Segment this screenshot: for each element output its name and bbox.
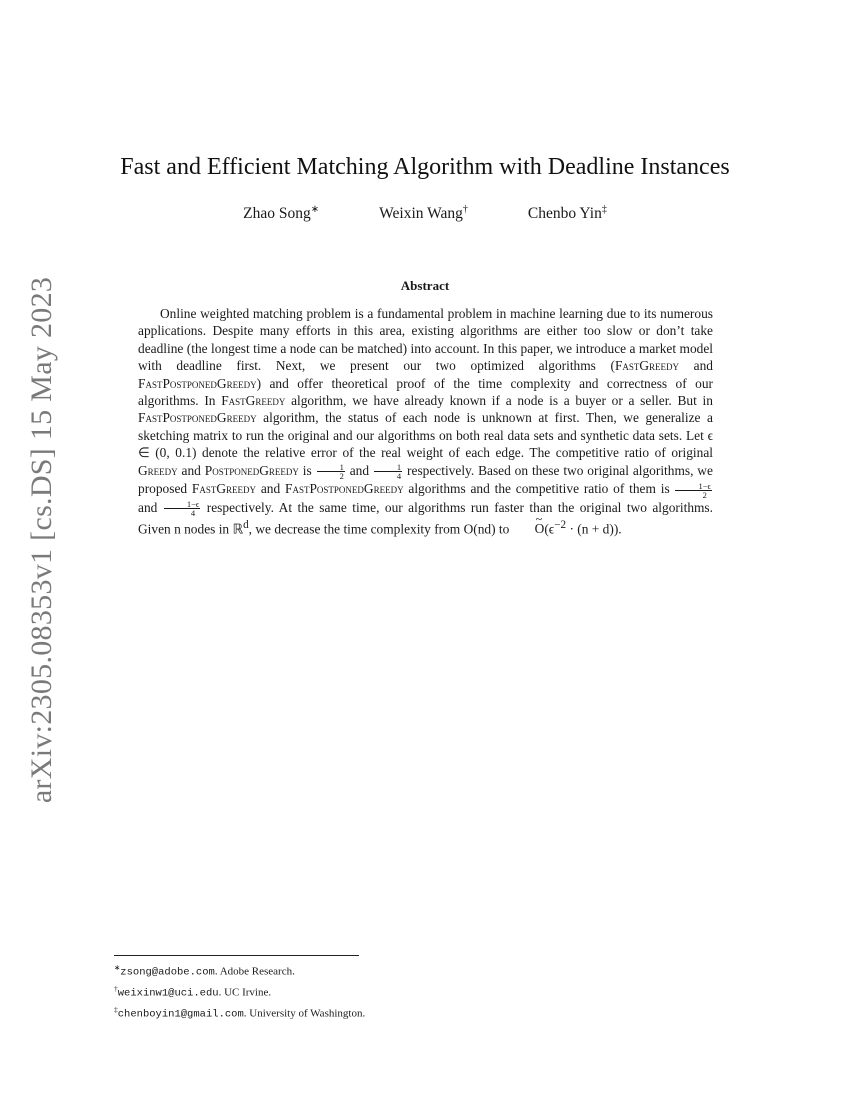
footnote-mark: †: [114, 984, 118, 994]
algorithm-name: FastGreedy: [221, 393, 286, 409]
abstract-text: respectively. At the same time, our algorithms run faster than the original two algorithms. Given n nodes in ℝ: [138, 499, 713, 537]
abstract-text: · (n + d)).: [566, 521, 622, 537]
abstract-text: Online weighted matching problem is a fundamental problem in machine learning due to its numerous applications. Despite many efforts in this area, existing algorithms are either too slow or don’t take deadline (the longest time a node can be matched) into account. In this paper, we introduce a market model with deadline first. Next, we present our two optimized algorithms (: [138, 306, 713, 374]
abstract-body: [138, 305, 713, 538]
abstract-text: and: [138, 499, 158, 515]
author-name: Zhao Song: [243, 205, 311, 223]
fraction-denominator: 2: [339, 471, 344, 482]
algorithm-name: FastGreedy: [614, 358, 680, 374]
abstract-text: and: [349, 462, 370, 478]
footnote-mark: ∗: [114, 963, 121, 972]
fraction-numerator: 1: [374, 463, 402, 472]
fraction-numerator: 1−ϵ: [675, 482, 711, 491]
affiliation: . University of Washington.: [243, 1007, 366, 1020]
arxiv-sidebar-stamp: [22, 276, 62, 804]
abstract-text: (ϵ: [544, 521, 555, 537]
author: [243, 204, 319, 223]
fraction-one-minus-eps-over-four: [164, 500, 200, 517]
author: [528, 204, 607, 223]
footnotes: [114, 960, 714, 1023]
algorithm-name: FastPostponedGreedy: [138, 410, 257, 426]
footnote: [114, 981, 714, 1002]
affiliation: . UC Irvine.: [218, 986, 272, 999]
abstract-text: and: [693, 358, 714, 374]
abstract-text: algorithm, we have already known if a node is a buyer or a seller. But in: [291, 393, 713, 409]
fraction-denominator: 4: [396, 471, 402, 482]
fraction-one-quarter: [374, 463, 402, 480]
fraction-denominator: 4: [190, 507, 196, 518]
abstract-text: and: [260, 481, 281, 497]
abstract-text: algorithms and the competitive ratio of them is: [408, 481, 670, 497]
algorithm-name: PostponedGreedy: [204, 462, 299, 478]
fraction-denominator: 2: [702, 489, 707, 500]
superscript: d: [243, 518, 249, 531]
footnote-mark: ‡: [114, 1005, 118, 1015]
superscript: −2: [554, 518, 567, 531]
author-name: Chenbo Yin: [527, 205, 602, 223]
abstract-text: algorithm, the status of each node is unknown at first. Then, we generalize a sketching matrix to run the original and our algorithms on both real data sets and synthetic data sets. Let ϵ ∈ (0, 0.1) denote the relative error of the real weight of each edge. The competitive ratio of original: [138, 410, 713, 461]
author-name: Weixin Wang: [379, 205, 463, 223]
email-address: zsong@adobe.com: [120, 966, 215, 979]
fraction-numerator: 1: [317, 463, 345, 472]
author-list: [0, 204, 850, 223]
author-footnote-mark: †: [462, 204, 468, 215]
fraction-one-minus-eps-over-two: [675, 482, 711, 499]
author-footnote-mark: ‡: [601, 204, 607, 215]
abstract-text: respectively. Based on these two original algorithms, we proposed: [138, 462, 713, 497]
abstract-heading: Abstract: [400, 278, 450, 293]
o-tilde-symbol: ~ O: [513, 520, 545, 537]
abstract-text: ) and offer theoretical proof of the time complexity and correctness of our algorithms. In: [138, 375, 713, 409]
abstract-text: and: [181, 462, 201, 478]
paper-title: Fast and Efficient Matching Algorithm with Deadline Instances: [120, 154, 730, 180]
email-address: chenboyin1@gmail.com: [117, 1008, 244, 1021]
footnote: [114, 1002, 714, 1023]
algorithm-name: FastPostponedGreedy: [138, 375, 257, 391]
algorithm-name: FastGreedy: [191, 481, 257, 497]
footnote: [114, 960, 714, 981]
fraction-numerator: 1−ϵ: [164, 500, 200, 509]
algorithm-name: FastPostponedGreedy: [285, 481, 404, 497]
affiliation: . Adobe Research.: [214, 965, 295, 978]
email-address: weixinw1@uci.edu: [117, 987, 219, 1000]
algorithm-name: Greedy: [138, 462, 178, 478]
abstract-text: , we decrease the time complexity from O(nd) to: [248, 521, 510, 537]
footnote-divider: [114, 955, 359, 956]
abstract-text: is: [302, 462, 312, 478]
arxiv-id-label: arXiv:2305.08353v1 [cs.DS] 15 May 2023: [25, 276, 58, 804]
fraction-one-half: [317, 463, 345, 480]
author: [379, 204, 468, 223]
author-footnote-mark: ∗: [310, 204, 320, 215]
